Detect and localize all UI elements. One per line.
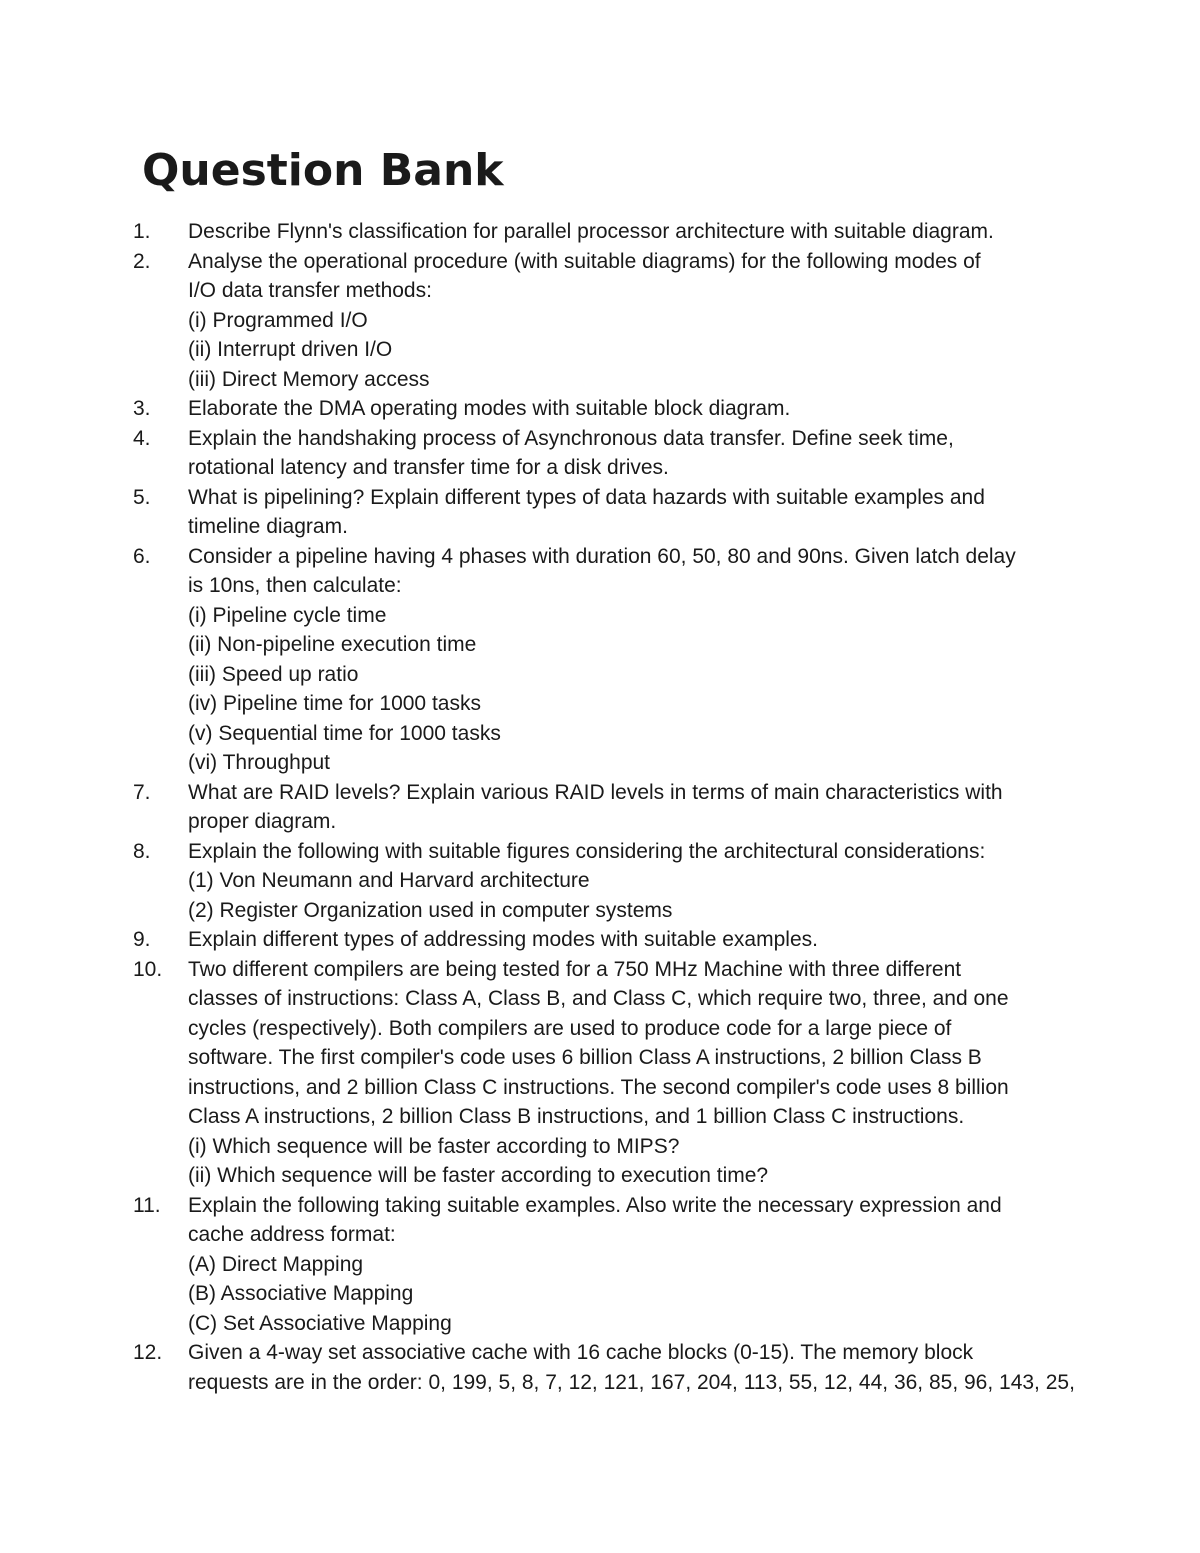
question-line (0, 1368, 1200, 1398)
question-number: 11. (133, 1193, 161, 1217)
question-text: timeline diagram. (188, 515, 348, 538)
question-number: 6. (133, 544, 151, 568)
question-text: (v) Sequential time for 1000 tasks (188, 721, 501, 745)
question-list (0, 217, 1200, 1397)
question-text: (i) Programmed I/O (188, 308, 368, 332)
question-text: (iv) Pipeline time for 1000 tasks (188, 692, 481, 715)
question-line (0, 689, 1200, 719)
question-line (0, 660, 1200, 690)
question-item (0, 483, 1200, 513)
question-text: requests are in the order: 0, 199, 5, 8, 7, 12, 121, 167, 204, 113, 55, 12, 44, 36, 85, 96, 143, 25, (188, 1370, 1075, 1394)
question-item (0, 247, 1200, 277)
question-text: proper diagram. (188, 810, 337, 833)
question-text: Two different compilers are being tested for a 750 MHz Machine with three different (188, 957, 962, 981)
question-line (0, 719, 1200, 749)
question-line (0, 748, 1200, 778)
question-number: 12. (133, 1341, 163, 1364)
question-line (0, 1161, 1200, 1191)
question-line (0, 1043, 1200, 1073)
question-line (0, 571, 1200, 601)
question-text: (ii) Non-pipeline execution time (188, 633, 477, 656)
question-text: What is pipelining? Explain different types of data hazards with suitable examples and (188, 485, 985, 509)
question-number: 5. (133, 485, 151, 509)
question-line (0, 512, 1200, 542)
question-text: (iii) Speed up ratio (188, 662, 359, 686)
question-line (0, 601, 1200, 631)
question-number: 1. (133, 220, 151, 243)
question-item (0, 424, 1200, 454)
question-line (0, 1073, 1200, 1103)
question-text: Explain the following taking suitable examples. Also write the necessary expression and (188, 1193, 1002, 1217)
question-item (0, 542, 1200, 572)
question-text: (ii) Interrupt driven I/O (188, 338, 393, 361)
question-text: instructions, and 2 billion Class C instructions. The second compiler's code uses 8 billion (188, 1075, 1009, 1099)
question-text: classes of instructions: Class A, Class B, and Class C, which require two, three, and one (188, 987, 1009, 1010)
question-text: cache address format: (188, 1223, 396, 1246)
question-number: 9. (133, 928, 151, 951)
question-item (0, 778, 1200, 808)
question-line (0, 1102, 1200, 1132)
question-text: Explain the handshaking process of Asynchronous data transfer. Define seek time, (188, 426, 954, 450)
question-text: (i) Which sequence will be faster according to MIPS? (188, 1134, 680, 1158)
page-title: Question Bank (142, 145, 504, 196)
question-line (0, 1250, 1200, 1280)
question-text: software. The first compiler's code uses 6 billion Class A instructions, 2 billion Class B (188, 1046, 982, 1069)
question-text: (2) Register Organization used in computer systems (188, 898, 673, 922)
question-text: (ii) Which sequence will be faster according to execution time? (188, 1164, 769, 1187)
question-text: rotational latency and transfer time for a disk drives. (188, 456, 669, 479)
question-number: 2. (133, 249, 151, 273)
question-line (0, 276, 1200, 306)
question-item (0, 1191, 1200, 1221)
question-text: (vi) Throughput (188, 751, 331, 774)
question-text: Consider a pipeline having 4 phases with duration 60, 50, 80 and 90ns. Given latch delay (188, 544, 1016, 568)
question-text: Elaborate the DMA operating modes with suitable block diagram. (188, 397, 791, 420)
question-text: (1) Von Neumann and Harvard architecture (188, 869, 590, 892)
question-item (0, 925, 1200, 955)
question-text: (B) Associative Mapping (188, 1282, 414, 1305)
question-item (0, 394, 1200, 424)
question-item (0, 217, 1200, 247)
question-text: What are RAID levels? Explain various RAID levels in terms of main characteristics with (188, 780, 1003, 804)
question-line (0, 807, 1200, 837)
question-text: I/O data transfer methods: (188, 279, 432, 302)
question-number: 4. (133, 426, 151, 450)
question-text: (i) Pipeline cycle time (188, 603, 387, 627)
question-number: 3. (133, 397, 151, 420)
question-line (0, 306, 1200, 336)
question-line (0, 1220, 1200, 1250)
question-text: Class A instructions, 2 billion Class B instructions, and 1 billion Class C instructions. (188, 1105, 965, 1128)
question-number: 10. (133, 957, 163, 981)
question-line (0, 453, 1200, 483)
question-line (0, 896, 1200, 926)
question-line (0, 1309, 1200, 1339)
question-line (0, 1279, 1200, 1309)
question-item (0, 1338, 1200, 1368)
question-line (0, 984, 1200, 1014)
question-text: Given a 4-way set associative cache with 16 cache blocks (0-15). The memory block (188, 1341, 974, 1364)
question-line (0, 1132, 1200, 1162)
question-line (0, 866, 1200, 896)
question-text: Explain the following with suitable figures considering the architectural considerations: (188, 839, 986, 863)
question-item (0, 955, 1200, 985)
question-text: Describe Flynn's classification for parallel processor architecture with suitable diagram. (188, 220, 994, 243)
question-text: (iii) Direct Memory access (188, 367, 430, 391)
question-line (0, 335, 1200, 365)
question-text: (C) Set Associative Mapping (188, 1311, 452, 1335)
question-text: cycles (respectively). Both compilers are used to produce code for a large piece of (188, 1016, 952, 1040)
question-line (0, 630, 1200, 660)
question-text: (A) Direct Mapping (188, 1252, 364, 1276)
question-item (0, 837, 1200, 867)
question-text: Analyse the operational procedure (with suitable diagrams) for the following modes of (188, 249, 981, 273)
question-text: Explain different types of addressing modes with suitable examples. (188, 928, 818, 951)
question-line (0, 1014, 1200, 1044)
question-number: 8. (133, 839, 151, 863)
question-line (0, 365, 1200, 395)
question-text: is 10ns, then calculate: (188, 574, 402, 597)
question-number: 7. (133, 780, 151, 804)
